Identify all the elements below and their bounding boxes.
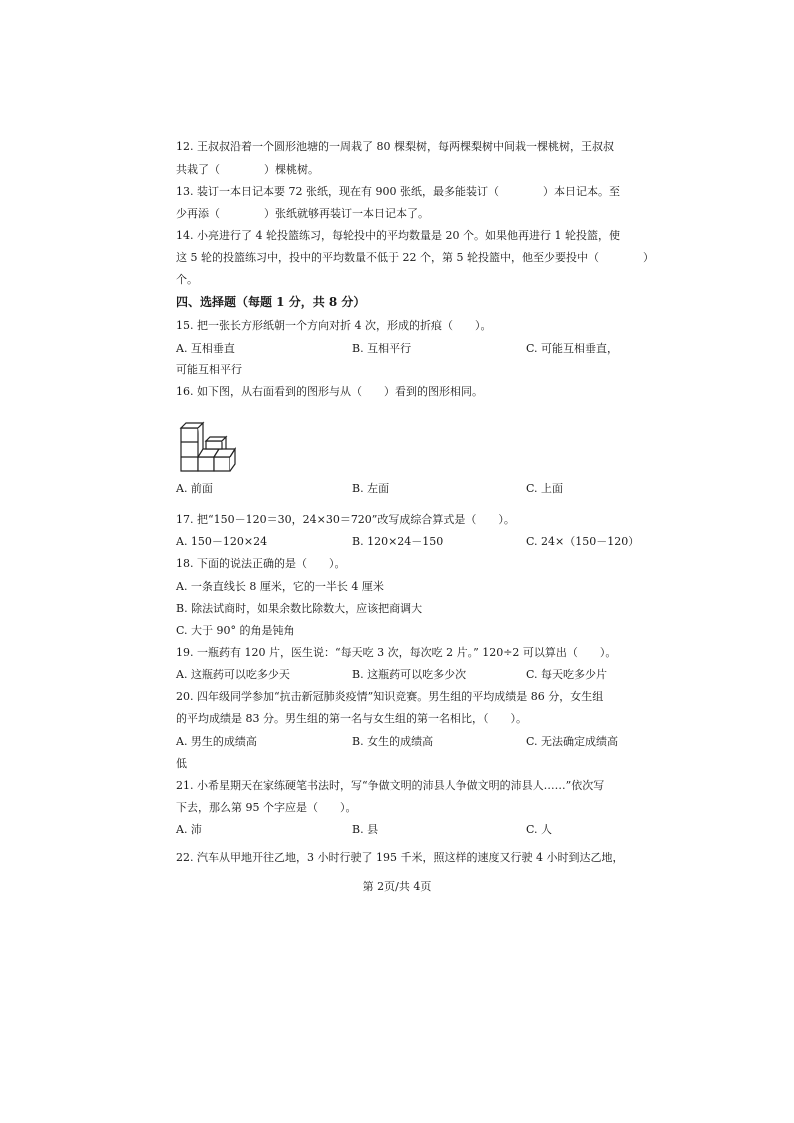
q20-option-b[interactable]: B. 女生的成绩高	[352, 735, 434, 748]
q12-line2: 共栽了（ ）棵桃树。	[176, 163, 319, 176]
q16-option-c[interactable]: C. 上面	[526, 482, 564, 495]
q17-stem: 17. 把“150－120＝30，24×30＝720”改写成综合算式是（ ）。	[176, 513, 515, 526]
q14-line1: 14. 小亮进行了 4 轮投篮练习，每轮投中的平均数量是 20 个。如果他再进行 1 轮投篮，使	[176, 229, 620, 242]
q21-options	[176, 821, 628, 837]
q19-option-a[interactable]: A. 这瓶药可以吃多少天	[176, 668, 290, 681]
q16-option-a[interactable]: A. 前面	[176, 482, 213, 495]
q16-option-b[interactable]: B. 左面	[352, 482, 390, 495]
q19-options	[176, 666, 628, 682]
q12-line1: 12. 王叔叔沿着一个圆形池塘的一周栽了 80 棵梨树，每两棵梨树中间栽一棵桃树，王叔叔	[176, 140, 614, 153]
q18-option-a[interactable]: A. 一条直线长 8 厘米，它的一半长 4 厘米	[176, 580, 384, 593]
q20-line1: 20. 四年级同学参加“抗击新冠肺炎疫情”知识竞赛。男生组的平均成绩是 86 分，女生组	[176, 690, 604, 703]
q22-line1: 22. 汽车从甲地开往乙地，3 小时行驶了 195 千米，照这样的速度又行驶 4 小时到达乙地，	[176, 851, 624, 864]
q19-option-b[interactable]: B. 这瓶药可以吃多少次	[352, 668, 467, 681]
q21-line2: 下去，那么第 95 个字应是（ ）。	[176, 801, 357, 814]
q19-option-c[interactable]: C. 每天吃多少片	[526, 668, 608, 681]
q15-option-c[interactable]: C. 可能互相垂直，	[526, 342, 619, 355]
q15-stem: 15. 把一张长方形纸朝一个方向对折 4 次，形成的折痕（ ）。	[176, 319, 492, 332]
q14-line3: 个。	[176, 273, 198, 286]
q15-option-a[interactable]: A. 互相垂直	[176, 342, 235, 355]
q20-options	[176, 733, 628, 749]
q15-option-b[interactable]: B. 互相平行	[352, 342, 412, 355]
q15-options	[176, 340, 628, 356]
q21-line1: 21. 小希星期天在家练硬笔书法时，写“争做文明的沛县人争做文明的沛县人……”依次写	[176, 779, 605, 792]
q20-option-a[interactable]: A. 男生的成绩高	[176, 735, 257, 748]
q15-option-c-continued: 可能互相平行	[176, 363, 242, 376]
q17-options	[176, 533, 640, 549]
q20-option-c[interactable]: C. 无法确定成绩高	[526, 735, 619, 748]
q13-line2: 少再添（ ）张纸就够再装订一本日记本了。	[176, 207, 429, 220]
q14-line2: 这 5 轮的投篮练习中，投中的平均数量不低于 22 个，第 5 轮投篮中，他至少要投中（ ）	[176, 251, 654, 264]
q20-option-c-continued: 低	[176, 757, 187, 770]
q21-option-a[interactable]: A. 沛	[176, 823, 202, 836]
q18-stem: 18. 下面的说法正确的是（ ）。	[176, 557, 346, 570]
q18-option-b[interactable]: B. 除法试商时，如果余数比除数大，应该把商调大	[176, 602, 423, 615]
q21-option-b[interactable]: B. 县	[352, 823, 379, 836]
q20-line2: 的平均成绩是 83 分。男生组的第一名与女生组的第一名相比，（ ）。	[176, 712, 527, 725]
q17-option-c[interactable]: C. 24×（150－120）	[526, 535, 640, 548]
q16-stem: 16. 如下图，从右面看到的图形与从（ ）看到的图形相同。	[176, 385, 483, 398]
q17-option-a[interactable]: A. 150－120×24	[176, 535, 268, 548]
q19-stem: 19. 一瓶药有 120 片，医生说：“每天吃 3 次，每次吃 2 片。” 120÷2 可以算出（ ）。	[176, 646, 617, 659]
section-heading: 四、选择题（每题 1 分，共 8 分）	[176, 295, 366, 309]
page-footer: 第 2页/共 4页	[362, 880, 432, 893]
cube-stack-figure	[176, 413, 246, 473]
q13-line1: 13. 装订一本日记本要 72 张纸，现在有 900 张纸，最多能装订（ ）本日记本。至	[176, 185, 620, 198]
q18-option-c[interactable]: C. 大于 90° 的角是钝角	[176, 624, 295, 637]
q17-option-b[interactable]: B. 120×24－150	[352, 535, 444, 548]
q16-options	[176, 480, 628, 496]
q21-option-c[interactable]: C. 人	[526, 823, 553, 836]
